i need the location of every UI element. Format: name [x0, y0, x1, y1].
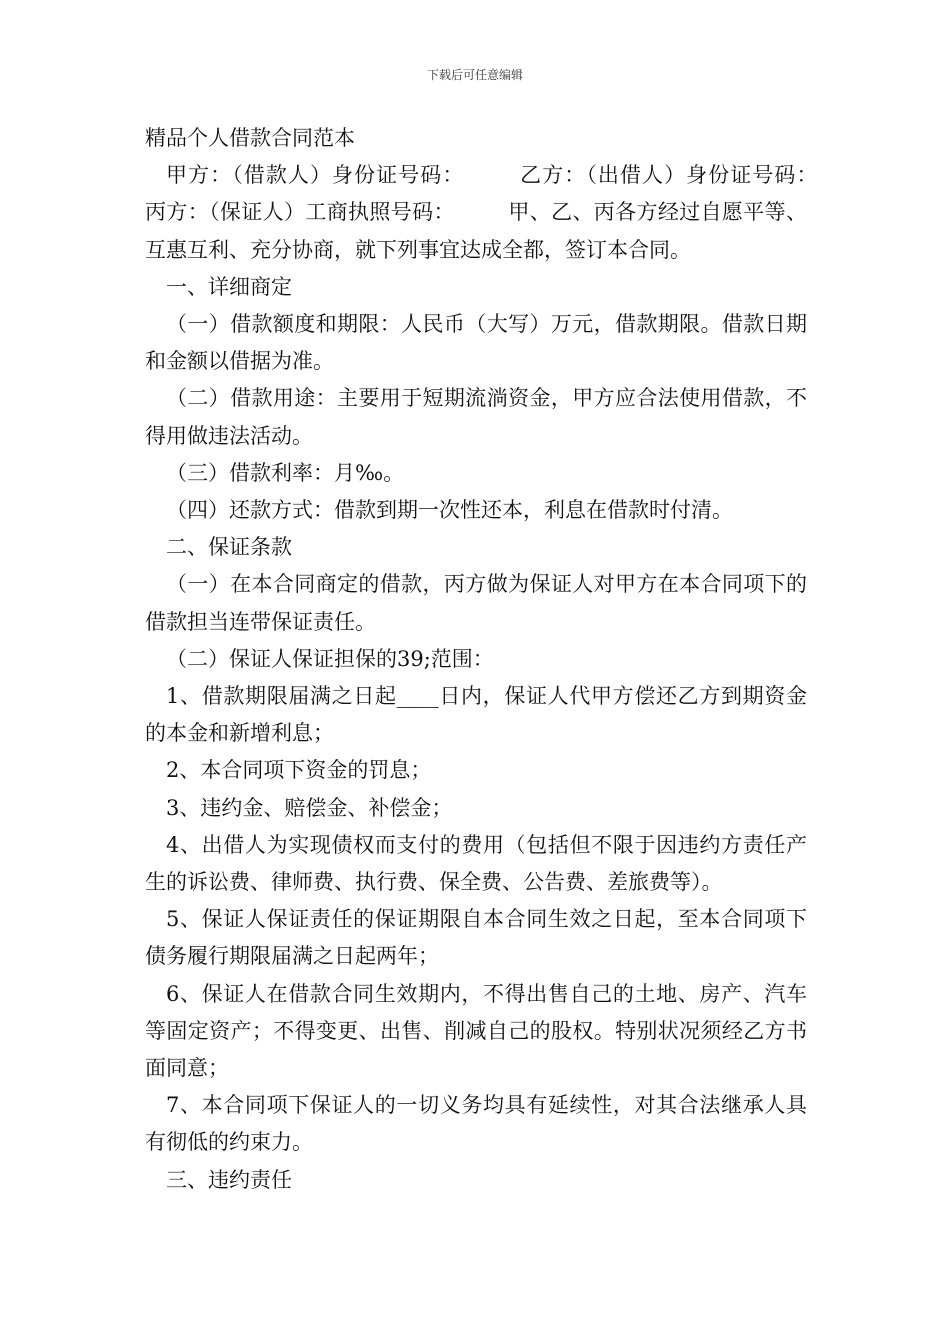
section-heading-3: 三、违约责任 — [166, 1167, 292, 1192]
parties-paragraph: 甲方：（借款人）身份证号码： 乙方：（出借人）身份证号码： 丙方：（保证人）工商执照号码： 甲、乙、丙各方经过自愿平等、互惠互利、充分协商，就下列事宜达成全都，签订本合同。 — [145, 163, 870, 262]
clause-1-3: （三）借款利率：月‰。 — [166, 460, 405, 485]
page-header: 下载后可任意编辑 — [426, 68, 523, 82]
section-heading-1: 一、详细商定 — [166, 274, 292, 299]
guarantee-item-7: 7、本合同项下保证人的一切义务均具有延续性，对其合法继承人具有彻低的约束力。 — [145, 1093, 807, 1155]
clause-1-2: （二）借款用途：主要用于短期流淌资金，甲方应合法使用借款，不得用做违法活动。 — [145, 386, 807, 448]
document-body — [145, 120, 870, 1199]
document-title: 精品个人借款合同范本 — [145, 126, 355, 150]
guarantee-item-2: 2、本合同项下资金的罚息； — [166, 758, 432, 783]
clause-2-2: （二）保证人保证担保的39;范围： — [166, 646, 494, 671]
guarantee-item-3: 3、违约金、赔偿金、补偿金； — [166, 795, 453, 820]
guarantee-item-5: 5、保证人保证责任的保证期限自本合同生效之日起，至本合同项下债务履行期限届满之日起两年； — [145, 907, 807, 969]
clause-1-1: （一）借款额度和期限：人民币（大写）万元，借款期限。借款日期和金额以借据为准。 — [145, 312, 807, 374]
guarantee-item-1: 1、借款期限届满之日起____日内，保证人代甲方偿还乙方到期资金的本金和新增利息； — [145, 684, 807, 746]
guarantee-item-4: 4、出借人为实现债权而支付的费用（包括但不限于因违约方责任产生的诉讼费、律师费、执行费、保全费、公告费、差旅费等）。 — [145, 832, 807, 895]
guarantee-item-6: 6、保证人在借款合同生效期内，不得出售自己的土地、房产、汽车等固定资产；不得变更、出售、削减自己的股权。特别状况须经乙方书面同意； — [145, 981, 807, 1081]
section-heading-2: 二、保证条款 — [166, 535, 292, 560]
clause-2-1: （一）在本合同商定的借款，丙方做为保证人对甲方在本合同项下的借款担当连带保证责任。 — [145, 572, 807, 634]
clause-1-4: （四）还款方式：借款到期一次性还本，利息在借款时付清。 — [166, 498, 733, 523]
